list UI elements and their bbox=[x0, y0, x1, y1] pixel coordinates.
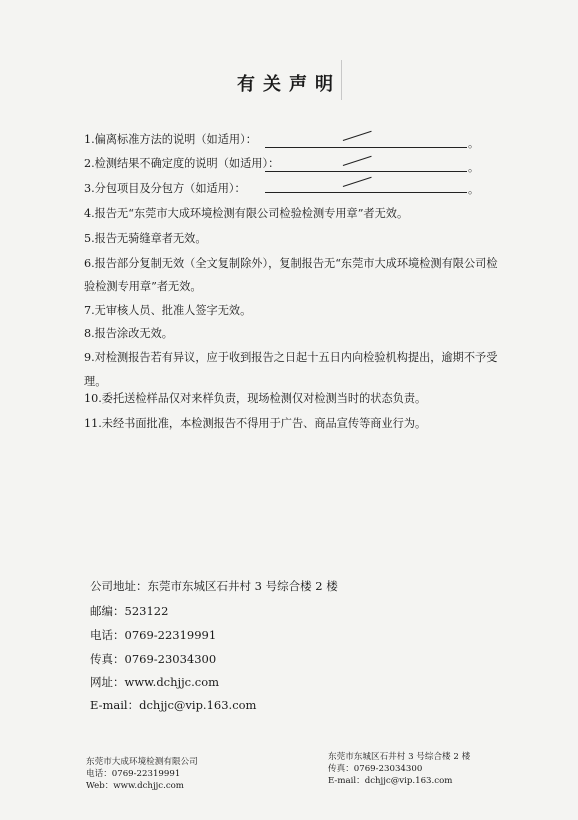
footer-web: Web：www.dchjjc.com bbox=[86, 781, 184, 791]
statement-1: 1.偏离标准方法的说明（如适用）： bbox=[84, 133, 257, 146]
statement-3: 3.分包项目及分包方（如适用）： bbox=[84, 182, 246, 195]
footer-address: 东莞市东城区石井村 3 号综合楼 2 楼 bbox=[328, 752, 471, 762]
contact-website: 网址：www.dchjjc.com bbox=[90, 675, 220, 689]
statement-11: 11.未经书面批准，本检测报告不得用于广告、商品宣传等商业行为。 bbox=[84, 417, 427, 430]
contact-postcode: 邮编：523122 bbox=[90, 604, 169, 618]
statement-9-line-2: 理。 bbox=[84, 375, 107, 388]
strike-mark-1 bbox=[343, 131, 372, 142]
blank-line-2 bbox=[265, 171, 467, 172]
footer-fax: 传真：0769-23034300 bbox=[328, 764, 423, 774]
contact-fax: 传真：0769-23034300 bbox=[90, 652, 217, 666]
statement-7: 7.无审核人员、批准人签字无效。 bbox=[84, 304, 252, 317]
strike-mark-3 bbox=[343, 177, 372, 188]
footer-email: E-mail：dchjjc@vip.163.com bbox=[328, 776, 453, 786]
contact-phone: 电话：0769-22319991 bbox=[90, 628, 217, 642]
blank-end-1: 。 bbox=[468, 137, 479, 150]
statement-5: 5.报告无骑缝章者无效。 bbox=[84, 232, 207, 245]
blank-end-2: 。 bbox=[468, 161, 479, 174]
statement-10: 10.委托送检样品仅对来样负责，现场检测仅对检测当时的状态负责。 bbox=[84, 392, 427, 405]
page-title: 有关声明 bbox=[237, 74, 341, 95]
footer-company: 东莞市大成环境检测有限公司 bbox=[86, 757, 198, 767]
statement-8: 8.报告涂改无效。 bbox=[84, 327, 173, 340]
statement-4: 4.报告无“东莞市大成环境检测有限公司检验检测专用章”者无效。 bbox=[84, 207, 409, 220]
contact-address: 公司地址：东莞市东城区石井村 3 号综合楼 2 楼 bbox=[90, 579, 338, 593]
statement-2: 2.检测结果不确定度的说明（如适用）： bbox=[84, 157, 280, 170]
footer-phone: 电话：0769-22319991 bbox=[86, 769, 181, 779]
statement-6-line-1: 6.报告部分复制无效（全文复制除外），复制报告无“东莞市大成环境检测有限公司检 bbox=[84, 257, 498, 270]
blank-line-1 bbox=[265, 147, 467, 148]
strike-mark-2 bbox=[343, 156, 372, 167]
blank-line-3 bbox=[265, 192, 467, 193]
contact-email: E-mail：dchjjc@vip.163.com bbox=[90, 698, 257, 712]
statement-9-line-1: 9.对检测报告若有异议，应于收到报告之日起十五日内向检验机构提出，逾期不予受 bbox=[84, 351, 498, 364]
blank-end-3: 。 bbox=[468, 183, 479, 196]
statement-6-line-2: 验检测专用章”者无效。 bbox=[84, 280, 202, 293]
